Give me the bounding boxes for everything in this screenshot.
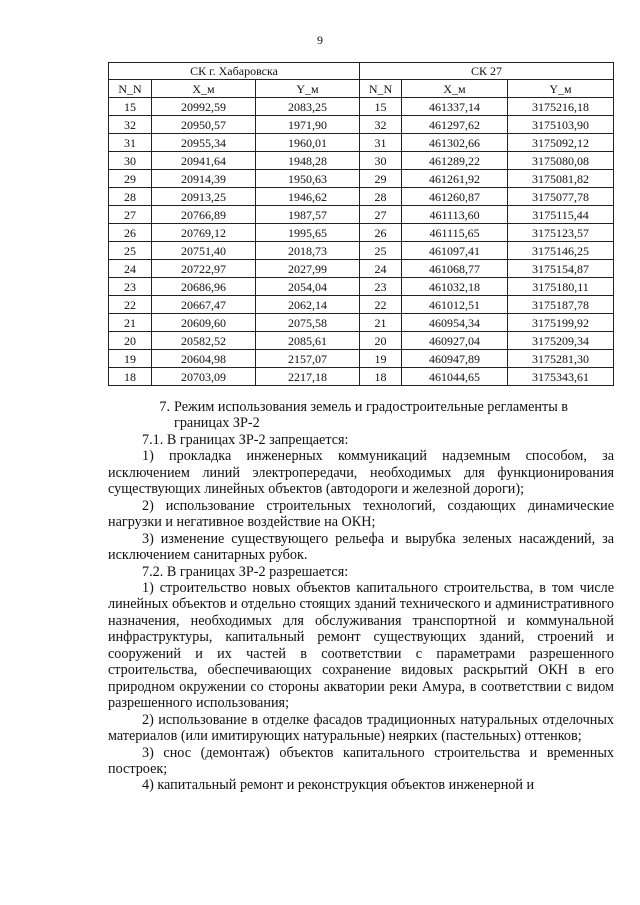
table-cell: 25 (109, 242, 152, 260)
table-cell: 3175343,61 (508, 368, 614, 386)
table-cell: 20686,96 (152, 278, 256, 296)
table-cell: 2018,73 (256, 242, 360, 260)
table-cell: 2027,99 (256, 260, 360, 278)
table-cell: 20604,98 (152, 350, 256, 368)
table-cell: 3175281,30 (508, 350, 614, 368)
table-cell: 18 (360, 368, 402, 386)
table-cell: 20 (360, 332, 402, 350)
table-cell: 20913,25 (152, 188, 256, 206)
table-cell: 26 (360, 224, 402, 242)
table-cell: 32 (109, 116, 152, 134)
table-cell: 20609,60 (152, 314, 256, 332)
table-cell: 460954,34 (402, 314, 508, 332)
paragraph-7-1-item-1: 1) прокладка инженерных коммуникаций надземным способом, за исключением линий электропередачи, необходимых для функционирования существующих линейных объектов (автодороги и железной дороги); (108, 448, 614, 498)
table-cell: 1960,01 (256, 134, 360, 152)
table-cell: 3175180,11 (508, 278, 614, 296)
coordinates-table (108, 62, 614, 386)
table-cell: 2083,25 (256, 98, 360, 116)
table-cell: 20722,97 (152, 260, 256, 278)
table-cell: 21 (360, 314, 402, 332)
table-cell: 460927,04 (402, 332, 508, 350)
table-cell: 20667,47 (152, 296, 256, 314)
table-cell: 461302,66 (402, 134, 508, 152)
table-row (109, 278, 614, 296)
table-cell: 1971,90 (256, 116, 360, 134)
table-cell: 26 (109, 224, 152, 242)
table-cell: 3175154,87 (508, 260, 614, 278)
table-cell: 18 (109, 368, 152, 386)
table-cell: 2217,18 (256, 368, 360, 386)
table-cell: 31 (360, 134, 402, 152)
table-cell: 3175187,78 (508, 296, 614, 314)
table-cell: 2075,58 (256, 314, 360, 332)
paragraph-7-2-item-4: 4) капитальный ремонт и реконструкция объектов инженерной и (142, 777, 535, 794)
table-cell: 15 (109, 98, 152, 116)
table-cell: 3175123,57 (508, 224, 614, 242)
table-cell: 23 (109, 278, 152, 296)
table-row (109, 350, 614, 368)
table-row (109, 368, 614, 386)
table-cell: 1995,65 (256, 224, 360, 242)
column-header: X_м (402, 80, 508, 98)
table-row (109, 314, 614, 332)
table-cell: 20914,39 (152, 170, 256, 188)
table-row (109, 224, 614, 242)
table-cell: 461297,62 (402, 116, 508, 134)
table-row (109, 206, 614, 224)
table-cell: 19 (109, 350, 152, 368)
paragraph-7-1: 7.1. В границах ЗР-2 запрещается: (142, 431, 349, 448)
paragraph-7-1-item-2: 2) использование строительных технологий, создающих динамические нагрузки и негативное воздействие на ОКН; (108, 497, 614, 531)
column-header: N_N (109, 80, 152, 98)
paragraph-7-2-item-2: 2) использование в отделке фасадов традиционных натуральных отделочных материалов (или имитирующих натуральные) неярких (пастельных) оттенков; (108, 711, 614, 745)
table-cell: 20950,57 (152, 116, 256, 134)
table-cell: 20582,52 (152, 332, 256, 350)
group-header-sk27: СК 27 (360, 63, 614, 80)
table-cell: 20751,40 (152, 242, 256, 260)
column-header: Y_м (508, 80, 614, 98)
table-cell: 461113,60 (402, 206, 508, 224)
table-cell: 31 (109, 134, 152, 152)
table-cell: 24 (360, 260, 402, 278)
table-cell: 29 (360, 170, 402, 188)
table-row (109, 170, 614, 188)
group-header-khabarovsk: СК г. Хабаровска (109, 63, 360, 80)
table-cell: 3175216,18 (508, 98, 614, 116)
table-cell: 20769,12 (152, 224, 256, 242)
table-cell: 27 (360, 206, 402, 224)
table-cell: 19 (360, 350, 402, 368)
table-cell: 1948,28 (256, 152, 360, 170)
table-cell: 30 (360, 152, 402, 170)
table-cell: 3175103,90 (508, 116, 614, 134)
paragraph-7-2: 7.2. В границах ЗР-2 разрешается: (142, 563, 349, 580)
table-cell: 15 (360, 98, 402, 116)
paragraph-7-2-item-3: 3) снос (демонтаж) объектов капитального строительства и временных построек; (108, 744, 614, 777)
table-cell: 461337,14 (402, 98, 508, 116)
section-heading-number: 7. (159, 399, 170, 415)
table-row (109, 260, 614, 278)
table-cell: 461068,77 (402, 260, 508, 278)
column-header: N_N (360, 80, 402, 98)
table-cell: 461115,65 (402, 224, 508, 242)
table-cell: 1987,57 (256, 206, 360, 224)
table-column-header-row (109, 80, 614, 98)
table-cell: 2062,14 (256, 296, 360, 314)
table-row (109, 188, 614, 206)
table-cell: 3175115,44 (508, 206, 614, 224)
table-cell: 3175081,82 (508, 170, 614, 188)
table-row (109, 98, 614, 116)
table-cell: 3175080,08 (508, 152, 614, 170)
table-cell: 32 (360, 116, 402, 134)
table-cell: 20703,09 (152, 368, 256, 386)
table-cell: 30 (109, 152, 152, 170)
table-cell: 3175199,92 (508, 314, 614, 332)
table-row (109, 296, 614, 314)
table-cell: 1946,62 (256, 188, 360, 206)
table-cell: 27 (109, 206, 152, 224)
table-cell: 24 (109, 260, 152, 278)
paragraph-7-2-item-1: 1) строительство новых объектов капитального строительства, в том числе линейных объектов и отдельно стоящих зданий технического и административного назначения, необходимых для обслуживания транспортной и коммунальной инфраструктуры, капитальный ремонт существующих зданий, строений и сооружений и их частей в соответствии с параметрами разрешенного строительства, обеспечивающих сохранение видовых раскрытий ОКН в его природном окружении со стороны акватории реки Амура, в соответствии с видом разрешенного использования; (108, 579, 614, 712)
table-cell: 22 (109, 296, 152, 314)
table-cell: 3175092,12 (508, 134, 614, 152)
table-cell: 22 (360, 296, 402, 314)
table-row (109, 134, 614, 152)
table-cell: 461012,51 (402, 296, 508, 314)
section-heading (108, 399, 614, 432)
table-cell: 461044,65 (402, 368, 508, 386)
page-number: 9 (317, 33, 323, 47)
table-cell: 3175146,25 (508, 242, 614, 260)
document-text (108, 399, 614, 794)
table-row (109, 332, 614, 350)
table-cell: 1950,63 (256, 170, 360, 188)
table-cell: 2085,61 (256, 332, 360, 350)
table-group-header-row (109, 63, 614, 80)
section-heading-text: Режим использования земель и градостроительные регламенты в границах ЗР-2 (174, 399, 569, 432)
table-cell: 461097,41 (402, 242, 508, 260)
table-cell: 20992,59 (152, 98, 256, 116)
column-header: Y_м (256, 80, 360, 98)
table-cell: 461260,87 (402, 188, 508, 206)
table-cell: 20955,34 (152, 134, 256, 152)
table-row (109, 242, 614, 260)
table-cell: 21 (109, 314, 152, 332)
column-header: X_м (152, 80, 256, 98)
table-cell: 20766,89 (152, 206, 256, 224)
table-cell: 29 (109, 170, 152, 188)
table-cell: 20 (109, 332, 152, 350)
table-row (109, 116, 614, 134)
table-cell: 28 (109, 188, 152, 206)
table-cell: 461289,22 (402, 152, 508, 170)
table-cell: 461261,92 (402, 170, 508, 188)
table-cell: 20941,64 (152, 152, 256, 170)
table-cell: 28 (360, 188, 402, 206)
paragraph-7-1-item-3: 3) изменение существующего рельефа и вырубка зеленых насаждений, за исключением санитарных рубок. (108, 530, 614, 564)
table-cell: 2157,07 (256, 350, 360, 368)
table-cell: 23 (360, 278, 402, 296)
table-cell: 3175077,78 (508, 188, 614, 206)
table-cell: 3175209,34 (508, 332, 614, 350)
table-cell: 460947,89 (402, 350, 508, 368)
table-cell: 25 (360, 242, 402, 260)
table-row (109, 152, 614, 170)
table-cell: 461032,18 (402, 278, 508, 296)
table-cell: 2054,04 (256, 278, 360, 296)
